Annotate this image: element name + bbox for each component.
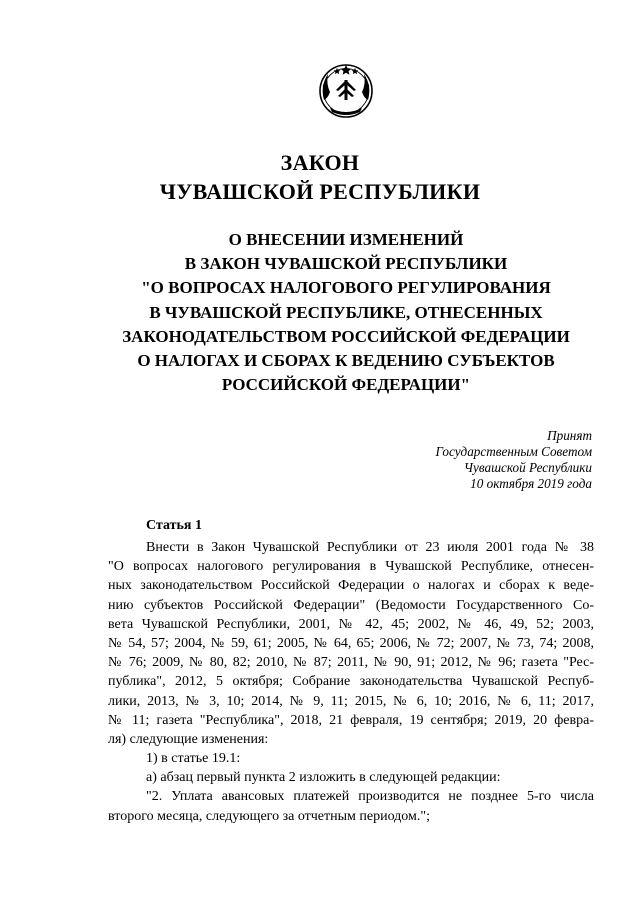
law-subtitle <box>96 228 596 397</box>
paragraph-line: второго месяца, следующего за отчетным периодом."; <box>108 808 430 824</box>
law-title: ЗАКОН <box>280 150 360 175</box>
law-title-republic: ЧУВАШСКОЙ РЕСПУБЛИКИ <box>159 179 481 204</box>
paragraph-line: "О вопросах налогового регулирования в Чувашской Республике, отнесен- <box>108 559 594 575</box>
paragraph-line: лики, 2013, № 3, 10; 2014, № 9, 11; 2015, № 6, 10; 2016, № 6, 11; 2017, <box>108 693 594 709</box>
subtitle-line: В ЗАКОН ЧУВАШСКОЙ РЕСПУБЛИКИ <box>184 254 508 274</box>
subtitle-line: РОССИЙСКОЙ ФЕДЕРАЦИИ" <box>221 375 471 395</box>
adoption-line: Государственным Советом <box>435 444 592 459</box>
subtitle-line: О ВНЕСЕНИИ ИЗМЕНЕНИЙ <box>228 230 464 249</box>
article-heading: Статья 1 <box>146 518 202 533</box>
paragraph-line: Внести в Закон Чувашской Республики от 23 июля 2001 года № 38 <box>146 540 594 555</box>
adoption-line: Принят <box>547 428 592 443</box>
paragraph-line: "2. Уплата авансовых платежей производится не позднее 5-го числа <box>146 789 594 805</box>
paragraph-line: № 54, 57; 2004, № 59, 61; 2005, № 64, 65; 2006, № 72; 2007, № 73, 74; 2008, <box>108 635 594 651</box>
list-item: а) абзац первый пункта 2 изложить в следующей редакции: <box>146 770 501 786</box>
subtitle-line: ЗАКОНОДАТЕЛЬСТВОМ РОССИЙСКОЙ ФЕДЕРАЦИИ <box>122 326 570 346</box>
list-item: 1) в статье 19.1: <box>146 751 241 767</box>
paragraph-line: ных законодательством Российской Федерации о налогах и сборах к веде- <box>108 578 594 594</box>
adoption-date: 10 октября 2019 года <box>470 476 592 491</box>
paragraph-line: вета Чувашской Республики, 2001, № 42, 45; 2002, № 46, 49, 52; 2003, <box>108 616 594 632</box>
subtitle-line: В ЧУВАШСКОЙ РЕСПУБЛИКЕ, ОТНЕСЕННЫХ <box>149 302 543 322</box>
paragraph-line: публика", 2012, 5 октября; Собрание законодательства Чувашской Респуб- <box>108 674 594 690</box>
paragraph-line: ля) следующие изменения: <box>108 731 269 747</box>
paragraph-line: № 11; газета "Республика", 2018, 21 февраля, 19 сентября; 2019, 20 февра- <box>108 712 594 728</box>
adoption-line: Чувашской Республики <box>463 460 592 475</box>
paragraph-line: № 76; 2009, № 80, 82; 2010, № 87; 2011, № 90, 91; 2012, № 96; газета "Рес- <box>108 655 594 671</box>
subtitle-line: О НАЛОГАХ И СБОРАХ К ВЕДЕНИЮ СУБЪЕКТОВ <box>137 351 555 371</box>
paragraph-line: нию субъектов Российской Федерации" (Ведомости Государственного Со- <box>108 597 594 613</box>
article-body <box>108 538 594 826</box>
chuvash-coat-of-arms-icon <box>316 60 376 120</box>
adoption-note <box>396 428 592 492</box>
subtitle-line: "О ВОПРОСАХ НАЛОГОВОГО РЕГУЛИРОВАНИЯ <box>141 278 551 298</box>
